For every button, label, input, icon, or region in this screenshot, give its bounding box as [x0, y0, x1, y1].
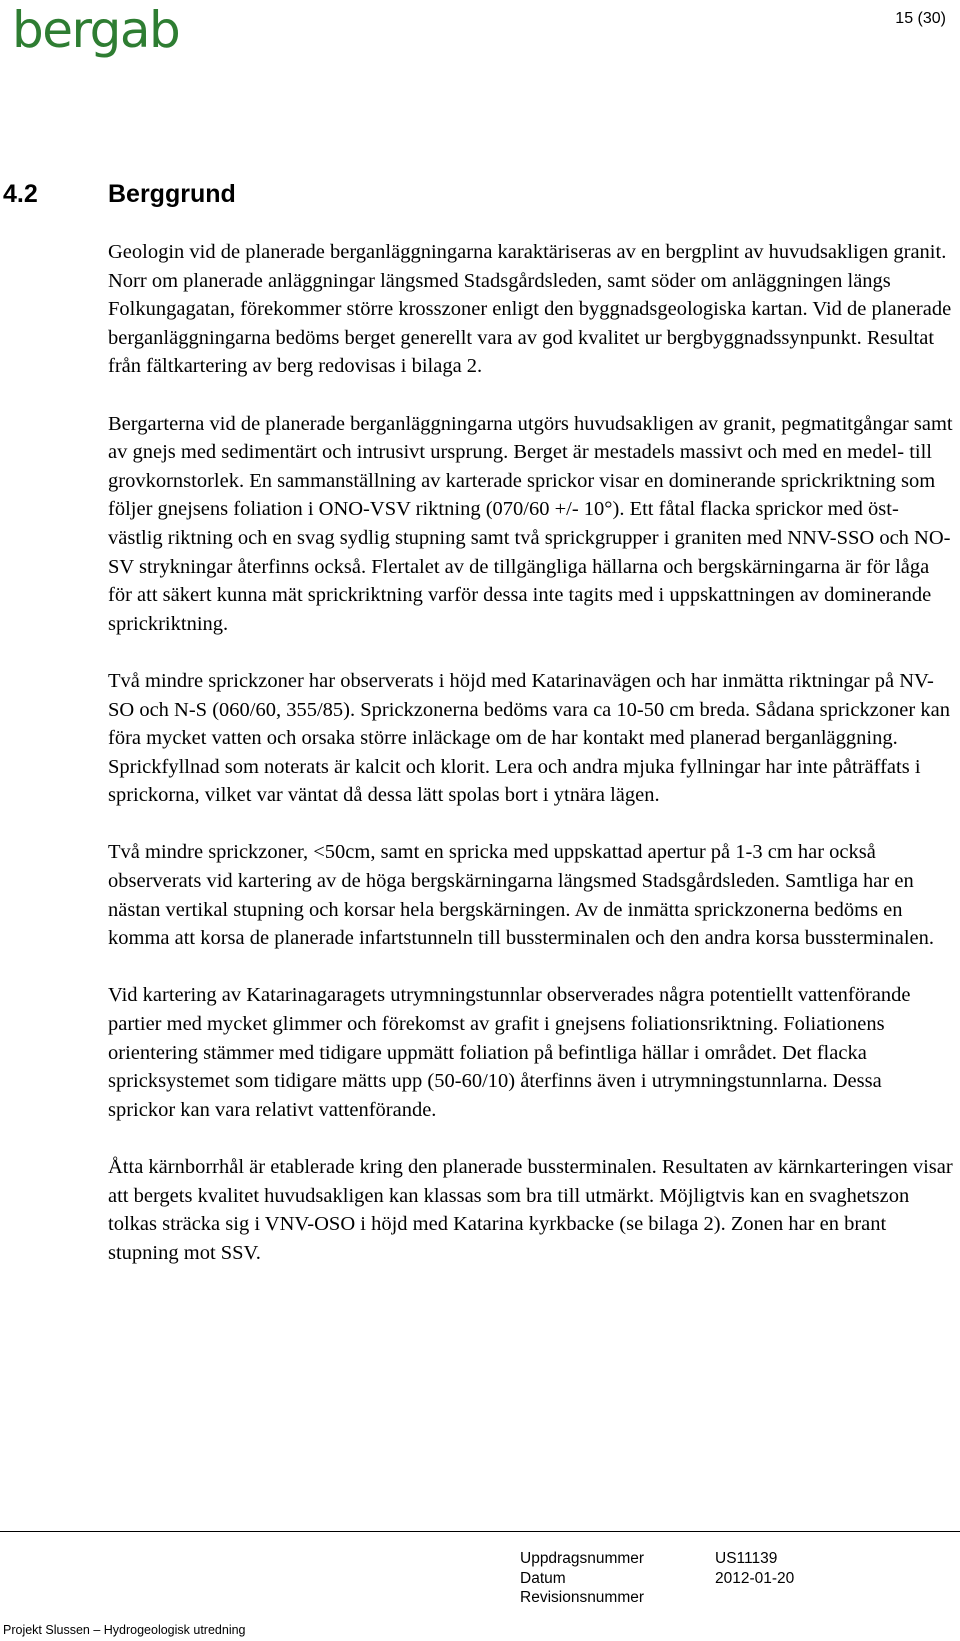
company-logo: bergab: [12, 1, 180, 59]
page-number: 15 (30): [895, 10, 946, 27]
footer-value: 2012-01-20: [715, 1569, 795, 1587]
paragraph: Två mindre sprickzoner, <50cm, samt en spricka med uppskattad apertur på 1-3 cm har också observerats vid kartering av de höga bergskärningarna längsmed Stadsgårdsleden. Samtliga har en nästan vertikal stupning och korsar hela bergskärningen. Av de inmätta sprickzonerna bedöms en komma att korsa de planerade infartstunneln till bussterminalen och den andra korsa bussterminalen.: [108, 841, 935, 950]
section-heading: [3, 178, 236, 210]
paragraph: Bergarterna vid de planerade berganläggningarna utgörs huvudsakligen av granit, pegmatitgångar samt av gnejs med sedimentärt och intrusivt ursprung. Berget är mestadels massivt och med en medel- till grovkornstorlek. En sammanställning av karterade sprickor visar en dominerande sprickriktning som följer gnejsens foliation i ONO-VSV riktning (070/60 +/- 10°). Ett fåtal flacka sprickor med öst-västlig riktning och en svag sydlig stupning samt två sprickgrupper i graniten med NNV-SSO och NO-SV strykningar återfinns också. Flertalet av de tillgängliga hällarna och bergskärningarna är för låga för att säkert kunna mät sprickriktning varför dessa inte tagits med i uppskattningen av dominerande sprickriktning.: [108, 412, 953, 635]
footer-label: Revisionsnummer: [520, 1589, 645, 1606]
paragraph: Två mindre sprickzoner har observerats i höjd med Katarinavägen och har inmätta riktningar på NV-SO och N-S (060/60, 355/85). Sprickzonerna bedöms vara ca 10-50 cm breda. Sådana sprickzoner kan föra mycket vatten och orsaka större inläckage om de har kontakt med planerad berganläggning. Sprickfyllnad som noterats är kalcit och klorit. Lera och andra mjuka fyllningar har inte påträffats i sprickorna, vilket var väntat då dessa lätt spolas bort i ytnära lägen.: [108, 669, 950, 807]
footer-divider: [0, 1531, 960, 1532]
footer-value: US11139: [715, 1550, 778, 1567]
footer-project-name: Projekt Slussen – Hydrogeologisk utredning: [3, 1623, 246, 1637]
footer-row-uppdragsnummer: [520, 1549, 794, 1569]
paragraph: Geologin vid de planerade berganläggningarna karaktäriseras av en bergplint av huvudsakligen granit. Norr om planerade anläggningar längsmed Stadsgårdsleden, samt söder om anläggningen längs Folkungagatan, förekommer större krosszoner enligt den byggnadsgeologiska kartan. Vid de planerade berganläggningarna bedöms berget generellt vara av god kvalitet ur bergbyggnadssynpunkt. Resultat från fältkartering av berg redovisas i bilaga 2.: [108, 241, 952, 378]
section-title: Berggrund: [108, 180, 236, 208]
footer-row-datum: [520, 1569, 794, 1589]
footer-label: Uppdragsnummer: [520, 1550, 645, 1567]
paragraph: Vid kartering av Katarinagaragets utrymningstunnlar observerades några potentiellt vattenförande partier med mycket glimmer och förekomst av grafit i gnejsens foliationsriktning. Foliationens orientering stämmer med tidigare uppmätt foliation på befintliga hällar i området. Det flacka spricksystemet som tidigare mätts upp (50-60/10) återfinns även i utrymningstunnlarna. Dessa sprickor kan vara relativt vattenförande.: [108, 984, 911, 1121]
section-number: 4.2: [3, 180, 38, 208]
paragraph: Åtta kärnborrhål är etablerade kring den planerade bussterminalen. Resultaten av kärnkarteringen visar att bergets kvalitet huvudsakligen kan klassas som bra till utmärkt. Möjligtvis kan en svaghetszon tolkas sträcka sig i VNV-OSO i höjd med Katarina kyrkbacke (se bilaga 2). Zonen har en brant stupning mot SSV.: [108, 1156, 953, 1264]
footer-row-revisionsnummer: [520, 1588, 794, 1608]
footer-label: Datum: [520, 1569, 566, 1587]
footer-info: [520, 1549, 794, 1608]
body-text: [108, 238, 953, 1296]
